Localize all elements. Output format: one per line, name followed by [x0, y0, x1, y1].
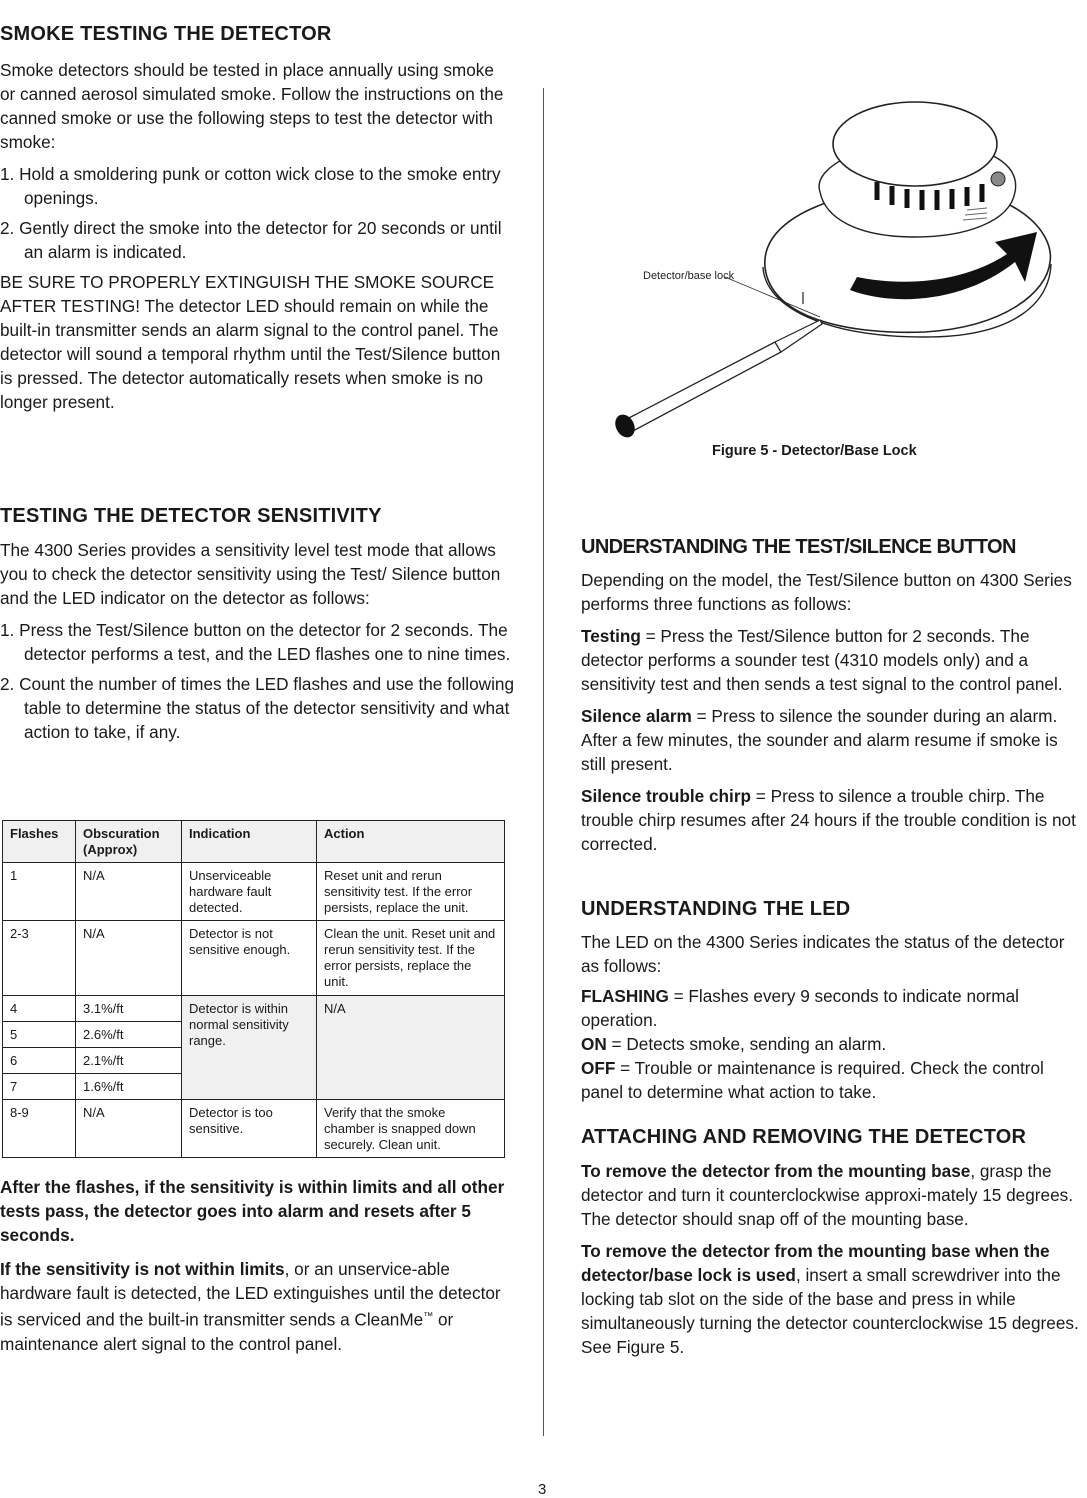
smoke-intro: Smoke detectors should be tested in place annually using smoke or canned aerosol simulated smoke. Follow the instructions on the canned smoke or use the following steps to test the detector with smoke:: [0, 60, 504, 152]
table-cell: 6: [3, 1048, 76, 1074]
sensitivity-heading: TESTING THE DETECTOR SENSITIVITY: [0, 505, 382, 527]
off-text: = Trouble or maintenance is required. Check the control panel to determine what action to take.: [581, 1058, 1044, 1102]
not-within-tail: or maintenance alert signal to the control panel.: [0, 1309, 454, 1354]
remove-paragraph: [581, 1159, 1083, 1231]
table-cell: 1.6%/ft: [76, 1074, 182, 1100]
silence-alarm-text: = Press to silence the sounder during an alarm. After a few minutes, the sounder and alarm resume if smoke is still present.: [581, 706, 1058, 774]
table-cell: 1: [3, 863, 76, 921]
table-cell: N/A: [76, 921, 182, 996]
column-header: Indication: [182, 821, 317, 863]
table-cell: 8-9: [3, 1100, 76, 1158]
remove-lock-paragraph: [581, 1239, 1083, 1359]
table-cell: 3.1%/ft: [76, 996, 182, 1022]
button-heading: UNDERSTANDING THE TEST/SILENCE BUTTON: [581, 536, 1016, 558]
led-flashing-paragraph: [581, 984, 1083, 1032]
table-cell: 2-3: [3, 921, 76, 996]
table-cell: 2.6%/ft: [76, 1022, 182, 1048]
table-cell: Clean the unit. Reset unit and rerun sensitivity test. If the error persists, replace the unit.: [317, 921, 505, 996]
silence-alarm-term: Silence alarm: [581, 706, 692, 726]
table-cell: Reset unit and rerun sensitivity test. If the error persists, replace the unit.: [317, 863, 505, 921]
table-row: [3, 996, 505, 1022]
detector-cap: [833, 102, 997, 186]
list-item: 2. Gently direct the smoke into the detector for 20 seconds or until an alarm is indicated.: [0, 218, 502, 262]
detector-base-lock-label: Detector/base lock: [643, 270, 735, 282]
screwdriver-shaft: [775, 320, 822, 352]
smoke-warning: BE SURE TO PROPERLY EXTINGUISH THE SMOKE SOURCE AFTER TESTING! The detector LED should remain on while the built-in transmitter sends an alarm signal to the control panel. The detector will sound a temporal rhythm until the Test/Silence button is pressed. The detector automatically resets when smoke is no longer present.: [0, 272, 501, 412]
table-header-row: [3, 821, 505, 863]
testing-text: = Press the Test/Silence button for 2 seconds. The detector performs a sounder test (4310 models only) and a sensitivity test and then sends a test signal to the control panel.: [581, 626, 1063, 694]
table-cell: N/A: [317, 996, 505, 1100]
not-within-text: , or an unservice-able hardware fault is detected, the LED extinguishes until the detector is serviced and the built-in transmitter sends a CleanMe: [0, 1259, 501, 1330]
column-header: Flashes: [3, 821, 76, 863]
silence-chirp-paragraph: [581, 784, 1083, 856]
on-text: = Detects smoke, sending an alarm.: [606, 1034, 887, 1054]
silence-alarm-paragraph: [581, 704, 1083, 776]
on-term: ON: [581, 1034, 607, 1054]
table-cell: Unserviceable hardware fault detected.: [182, 863, 317, 921]
column-divider: [543, 88, 544, 1436]
flashing-text: = Flashes every 9 seconds to indicate normal operation.: [581, 986, 1019, 1030]
remove-text: , grasp the detector and turn it counterclockwise approxi-mately 15 degrees. The detector should snap off of the mounting base.: [581, 1161, 1074, 1229]
sensitivity-intro: The 4300 Series provides a sensitivity level test mode that allows you to check the detector sensitivity using the Test/ Silence button and the LED indicator on the detector as follows:: [0, 540, 501, 608]
led-on-paragraph: [581, 1032, 1083, 1056]
led-indicator-icon: [991, 172, 1005, 186]
table-cell: Detector is within normal sensitivity range.: [182, 996, 317, 1100]
led-heading: UNDERSTANDING THE LED: [581, 898, 851, 920]
remove-lock-term: To remove the detector from the mounting base when the detector/base lock is used: [581, 1241, 1050, 1285]
detector-base-lock-figure: [595, 92, 1065, 442]
list-item: 1. Press the Test/Silence button on the detector for 2 seconds. The detector performs a test, and the LED flashes one to nine times.: [0, 620, 511, 664]
not-within-limits-term: If the sensitivity is not within limits: [0, 1259, 285, 1279]
off-term: OFF: [581, 1058, 616, 1078]
smoke-heading: SMOKE TESTING THE DETECTOR: [0, 23, 332, 45]
column-header: Action: [317, 821, 505, 863]
table-cell: Verify that the smoke chamber is snapped down securely. Clean unit.: [317, 1100, 505, 1158]
smoke-steps: [0, 162, 512, 264]
testing-term: Testing: [581, 626, 641, 646]
table-row: [3, 863, 505, 921]
led-off-paragraph: [581, 1056, 1083, 1104]
table-cell: Detector is too sensitive.: [182, 1100, 317, 1158]
table-row: [3, 921, 505, 996]
sensitivity-after: [0, 1175, 510, 1356]
table-cell: 4: [3, 996, 76, 1022]
table-cell: 5: [3, 1022, 76, 1048]
remove-lock-text: , insert a small screwdriver into the locking tab slot on the side of the base and press in while simultaneously turning the detector counterclockwise 15 degrees. See Figure 5.: [581, 1265, 1079, 1357]
table-row: [3, 1100, 505, 1158]
list-item: 1. Hold a smoldering punk or cotton wick close to the smoke entry openings.: [0, 164, 501, 208]
sensitivity-steps: [0, 618, 518, 744]
table-cell: N/A: [76, 1100, 182, 1158]
silence-chirp-term: Silence trouble chirp: [581, 786, 752, 806]
flashing-term: FLASHING: [581, 986, 669, 1006]
table-cell: 2.1%/ft: [76, 1048, 182, 1074]
silence-chirp-text: = Press to silence a trouble chirp. The trouble chirp resumes after 24 hours if the trouble condition is not corrected.: [581, 786, 1076, 854]
table-cell: Detector is not sensitive enough.: [182, 921, 317, 996]
sensitivity-table: [2, 820, 505, 1158]
screwdriver-handle: [625, 342, 781, 432]
button-intro: Depending on the model, the Test/Silence button on 4300 Series performs three functions as follows:: [581, 570, 1072, 614]
table-cell: 7: [3, 1074, 76, 1100]
list-item: 2. Count the number of times the LED flashes and use the following table to determine the status of the detector sensitivity and what action to take, if any.: [0, 674, 515, 742]
not-within-limits-paragraph: [0, 1257, 510, 1356]
column-header: Obscuration (Approx): [76, 821, 182, 863]
testing-paragraph: [581, 624, 1083, 696]
attach-heading: ATTACHING AND REMOVING THE DETECTOR: [581, 1126, 1027, 1148]
trademark-mark: ™: [423, 1311, 434, 1322]
led-intro: The LED on the 4300 Series indicates the status of the detector as follows:: [581, 932, 1065, 976]
table-cell: N/A: [76, 863, 182, 921]
page-number: 3: [538, 1481, 547, 1498]
after-flashes-note: After the flashes, if the sensitivity is within limits and all other tests pass, the detector goes into alarm and resets after 5 seconds.: [0, 1177, 505, 1245]
remove-term: To remove the detector from the mounting base: [581, 1161, 971, 1181]
figure-caption: Figure 5 - Detector/Base Lock: [712, 443, 917, 459]
